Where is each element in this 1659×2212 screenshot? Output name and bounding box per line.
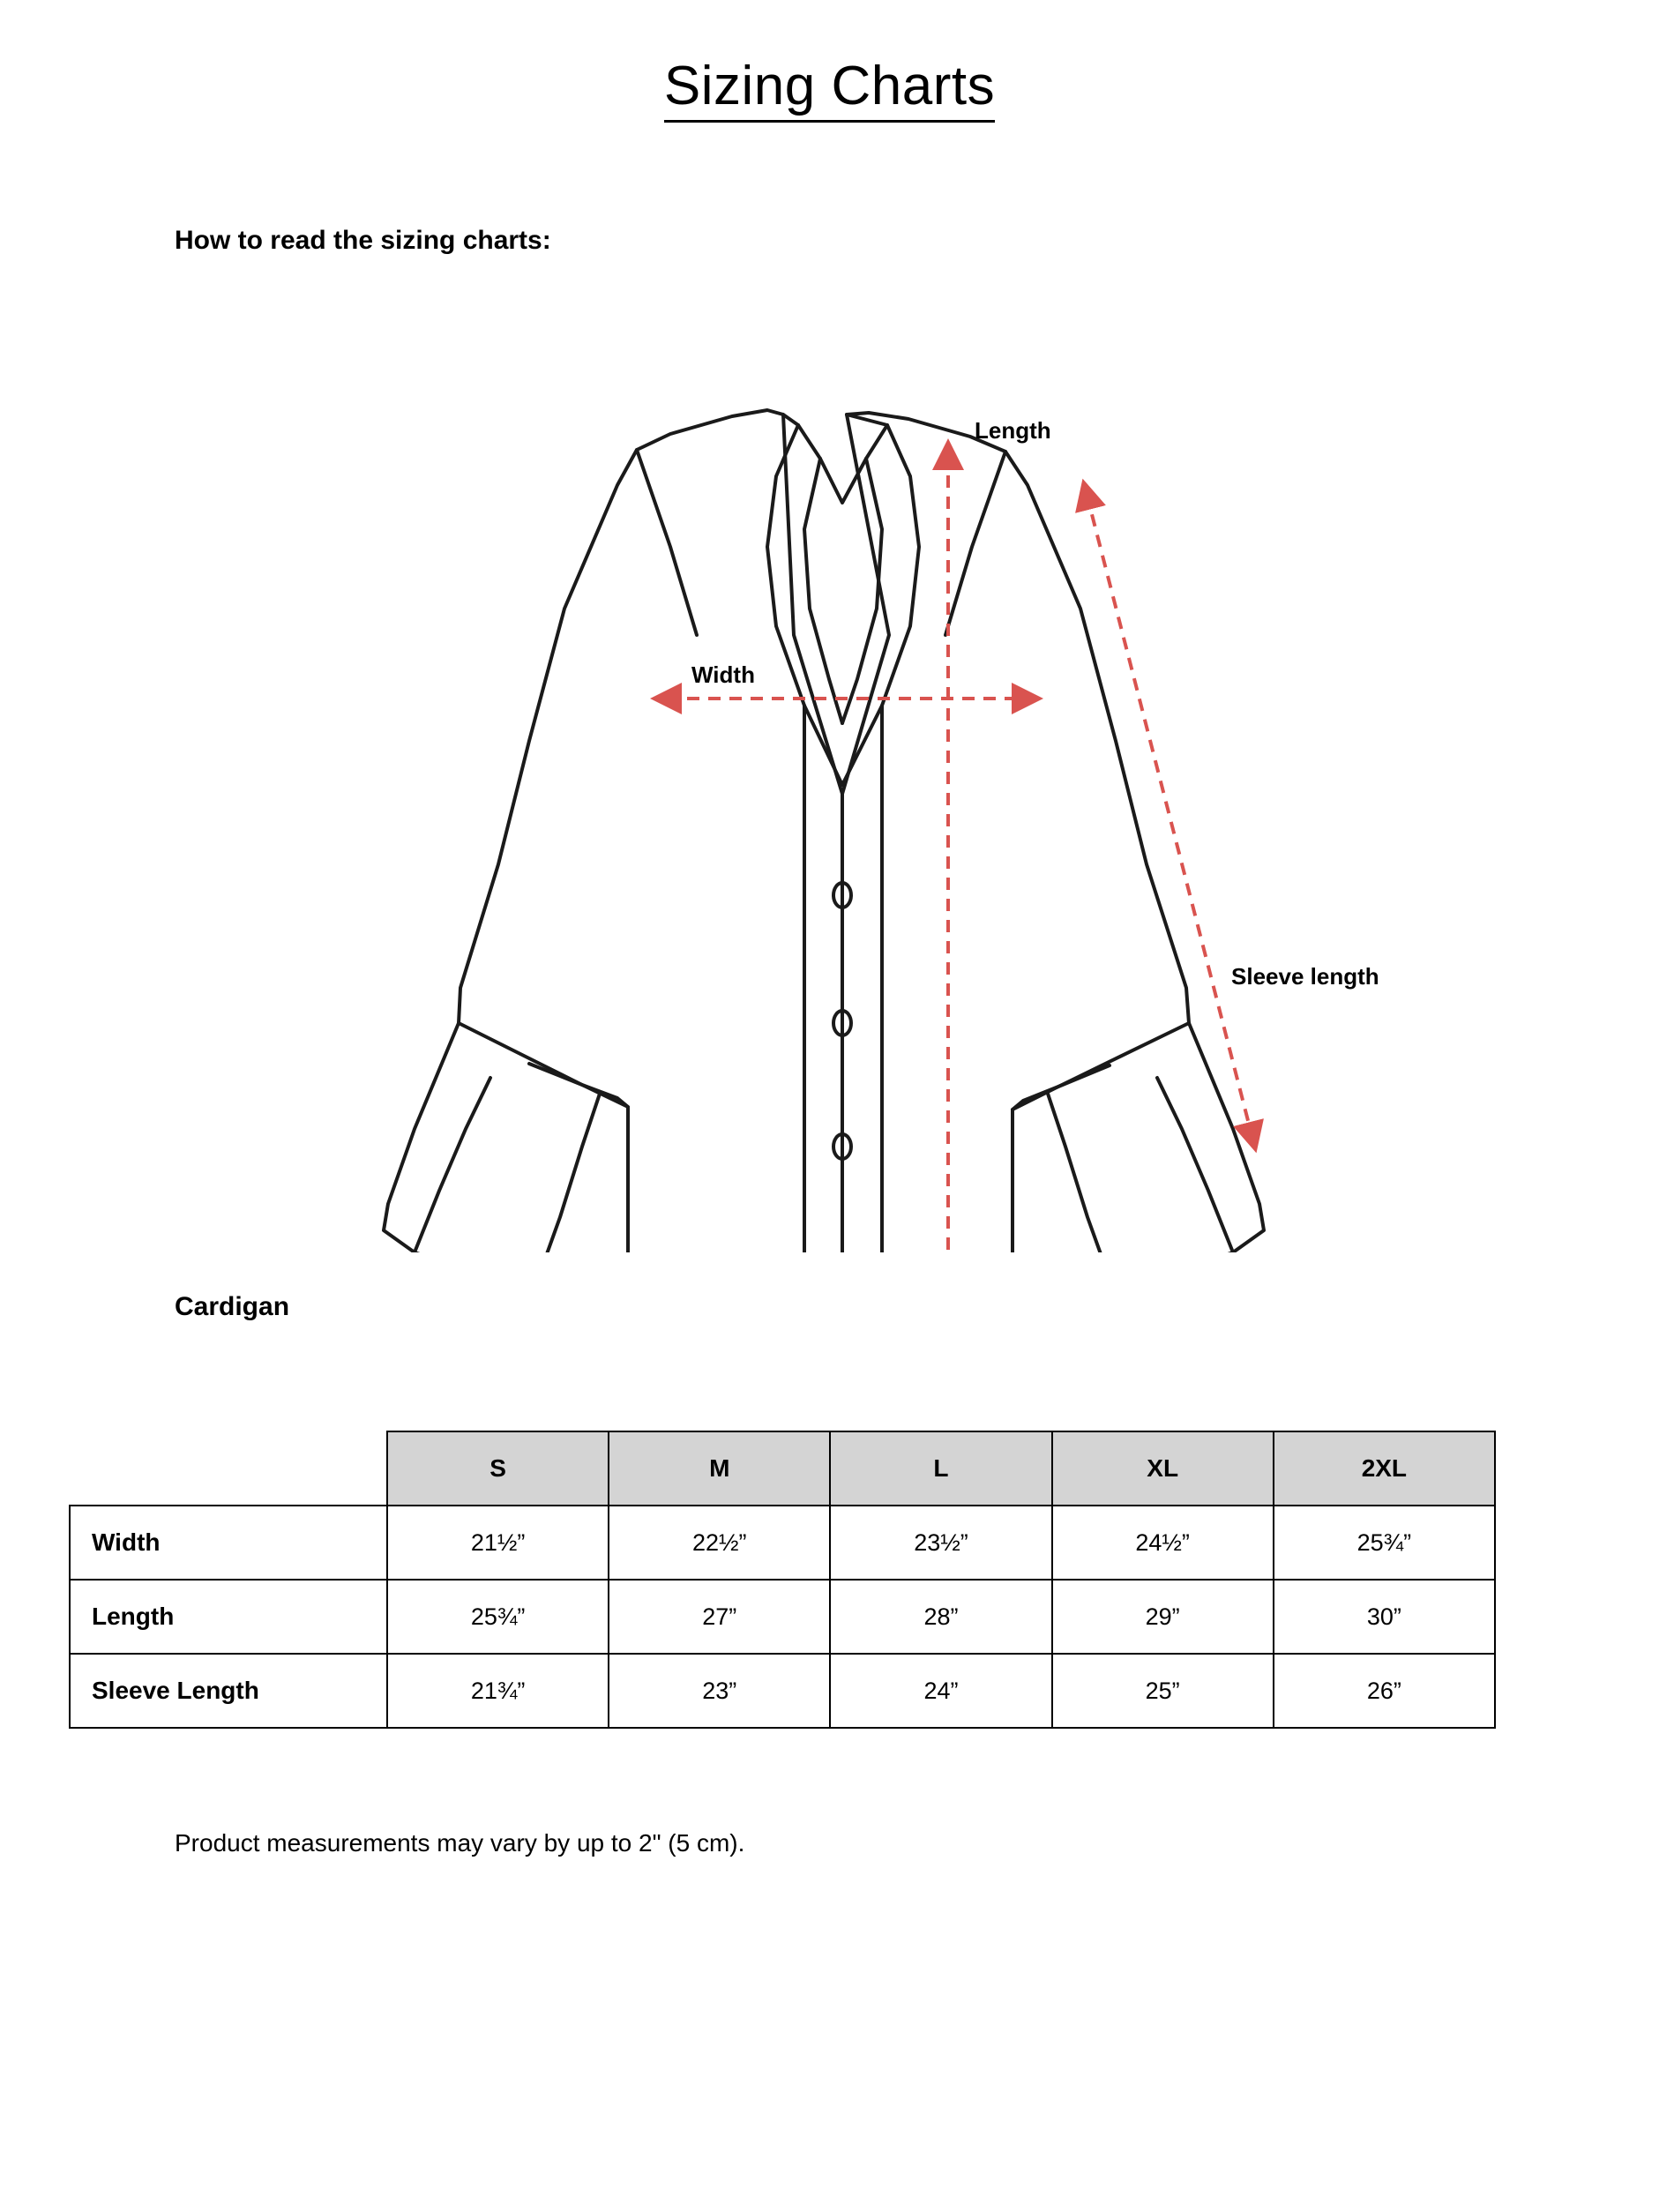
table-header-row [70,1431,1495,1506]
column-header-l: L [830,1431,1051,1506]
page-title-text: Sizing Charts [664,56,995,123]
row-header-width: Width [70,1506,387,1580]
table-header [70,1431,1495,1506]
page-title [0,0,1659,117]
table-row [70,1654,1495,1728]
cell-width-xl: 24½” [1052,1506,1274,1580]
cell-width-2xl: 25¾” [1274,1506,1495,1580]
diagram-label-width: Width [691,661,755,688]
cell-length-l: 28” [830,1580,1051,1654]
cell-width-s: 21½” [387,1506,609,1580]
cardigan-diagram [0,370,1659,1252]
column-header-s: S [387,1431,609,1506]
cell-sleeve-2xl: 26” [1274,1654,1495,1728]
table-row [70,1506,1495,1580]
column-header-xl: XL [1052,1431,1274,1506]
cell-length-2xl: 30” [1274,1580,1495,1654]
diagram-label-sleeve-length: Sleeve length [1231,963,1379,990]
cell-length-xl: 29” [1052,1580,1274,1654]
row-header-length: Length [70,1580,387,1654]
measurement-footnote: Product measurements may vary by up to 2" (5 cm). [175,1829,745,1857]
cell-width-m: 22½” [609,1506,830,1580]
sizing-table [69,1431,1496,1729]
column-header-2xl: 2XL [1274,1431,1495,1506]
column-header-m: M [609,1431,830,1506]
cell-sleeve-xl: 25” [1052,1654,1274,1728]
diagram-label-length: Length [975,417,1051,444]
sleeve-length-arrow [1087,494,1252,1138]
section-label-cardigan: Cardigan [175,1292,290,1321]
how-to-read-heading: How to read the sizing charts: [175,226,551,255]
table-corner-cell [70,1431,387,1506]
row-header-sleeve-length: Sleeve Length [70,1654,387,1728]
cell-length-s: 25¾” [387,1580,609,1654]
cardigan-illustration-svg [0,370,1659,1252]
cell-sleeve-s: 21¾” [387,1654,609,1728]
cell-length-m: 27” [609,1580,830,1654]
cell-width-l: 23½” [830,1506,1051,1580]
table-body [70,1506,1495,1728]
cell-sleeve-m: 23” [609,1654,830,1728]
table-row [70,1580,1495,1654]
cell-sleeve-l: 24” [830,1654,1051,1728]
